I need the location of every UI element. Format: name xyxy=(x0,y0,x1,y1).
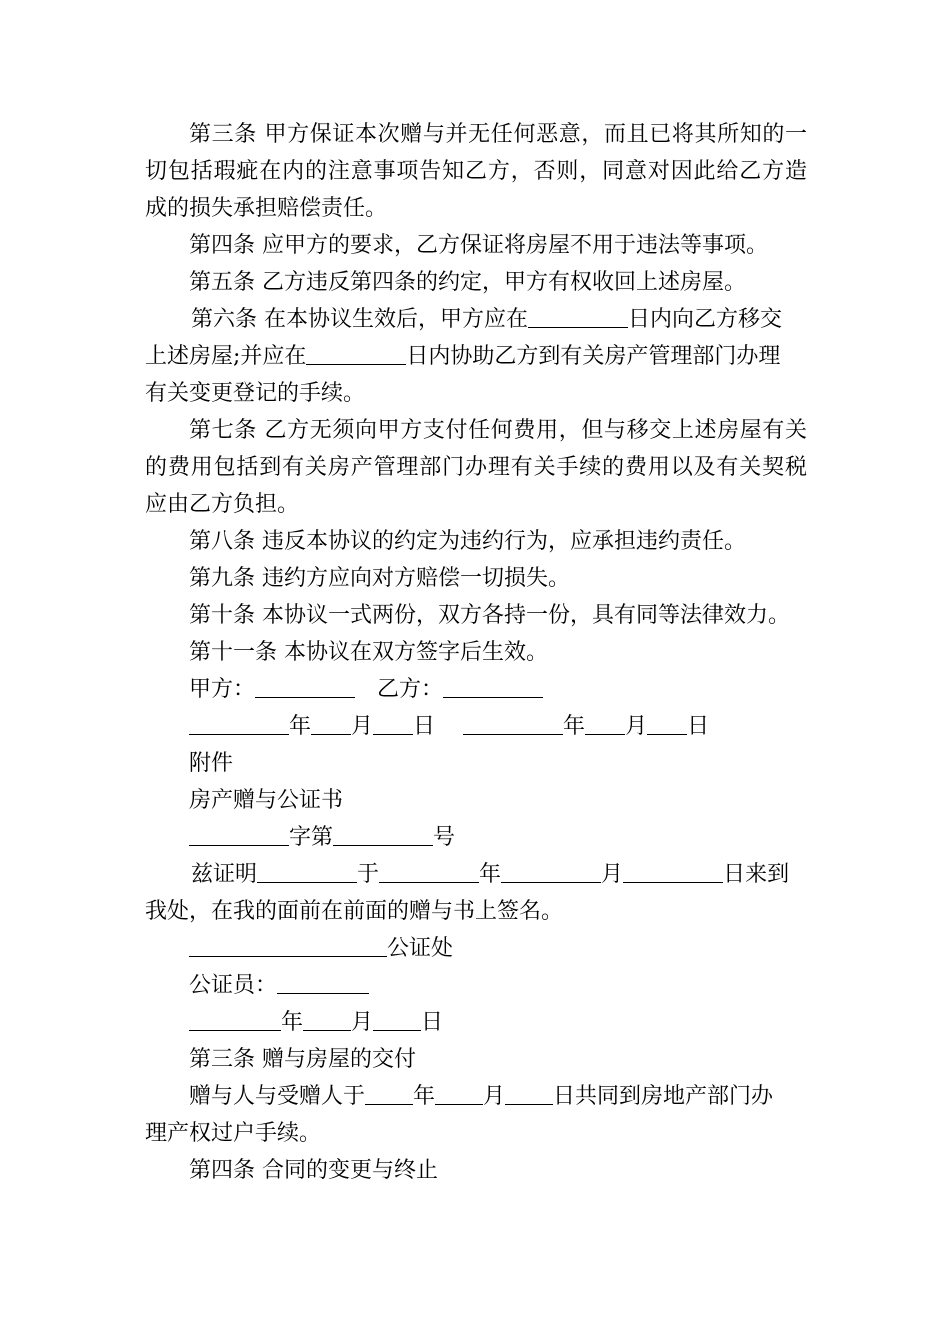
blank-field xyxy=(623,860,723,883)
blank-field xyxy=(306,342,406,365)
article-6-text-b: 日内向乙方移交 xyxy=(628,307,783,332)
article-7-line-3: 应由乙方负担。 xyxy=(145,492,300,517)
notary-label: 公证员： xyxy=(189,973,278,998)
year-label: 年 xyxy=(289,714,312,739)
article-7-line-1: 第七条 乙方无须向甲方支付任何费用，但与移交上述房屋有关 xyxy=(189,418,807,443)
notary-date-line xyxy=(145,1004,807,1041)
party-b-label: 乙方： xyxy=(377,677,444,702)
signature-date-line xyxy=(145,708,807,745)
certificate-number-line xyxy=(145,819,807,856)
cert-text-a: 字第 xyxy=(289,825,334,850)
article-6-text-a: 第六条 在本协议生效后，甲方应在 xyxy=(191,307,528,332)
article-6-text-d: 日内协助乙方到有关房产管理部门办理 xyxy=(406,344,781,369)
day-label: 日 xyxy=(687,714,710,739)
month-label: 月 xyxy=(601,862,624,887)
month-label: 月 xyxy=(351,1010,374,1035)
notary-line xyxy=(145,967,807,1004)
party-a-label: 甲方： xyxy=(189,677,256,702)
article-6-text-c: 上述房屋;并应在 xyxy=(145,344,307,369)
blank-field xyxy=(373,1008,421,1031)
article-3-line-1: 第三条 甲方保证本次赠与并无任何恶意，而且已将其所知的一 xyxy=(189,122,807,147)
blank-field xyxy=(277,971,369,994)
article-3-line-3: 成的损失承担赔偿责任。 xyxy=(145,196,388,221)
article-11: 第十一条 本协议在双方签字后生效。 xyxy=(189,640,548,665)
article-10: 第十条 本协议一式两份，双方各持一份，具有同等法律效力。 xyxy=(189,603,790,628)
article-6-line-2 xyxy=(145,338,807,375)
year-label: 年 xyxy=(281,1010,304,1035)
article-8: 第八条 违反本协议的约定为违约行为，应承担违约责任。 xyxy=(189,529,746,554)
article-5: 第五条 乙方违反第四条的约定，甲方有权收回上述房屋。 xyxy=(189,270,746,295)
article-6-line-1 xyxy=(145,301,807,338)
article-3-line-2: 切包括瑕疵在内的注意事项告知乙方，否则，同意对因此给乙方造 xyxy=(145,159,807,184)
blank-field xyxy=(189,823,289,846)
blank-field xyxy=(463,712,563,735)
blank-field xyxy=(585,712,625,735)
notary-office-label: 公证处 xyxy=(387,936,454,961)
certification-line-1 xyxy=(145,856,807,893)
blank-field xyxy=(373,712,413,735)
attachment-heading: 附件 xyxy=(189,751,234,776)
article-9: 第九条 违约方应向对方赔偿一切损失。 xyxy=(189,566,570,591)
blank-field xyxy=(189,934,387,957)
article-7-line-2: 的费用包括到有关房产管理部门办理有关手续的费用以及有关契税 xyxy=(145,455,807,480)
blank-field xyxy=(435,1082,483,1105)
blank-field xyxy=(333,823,433,846)
blank-field xyxy=(189,712,289,735)
section-article-4: 第四条 合同的变更与终止 xyxy=(189,1158,438,1183)
delivery-text-a: 赠与人与受赠人于 xyxy=(189,1084,366,1109)
year-label: 年 xyxy=(479,862,502,887)
article-6-line-3: 有关变更登记的手续。 xyxy=(145,381,366,406)
notary-office-line xyxy=(145,930,807,967)
signature-line xyxy=(145,671,807,708)
delivery-text-d: 日共同到房地产部门办 xyxy=(553,1084,774,1109)
blank-field xyxy=(303,1008,351,1031)
blank-field xyxy=(311,712,351,735)
year-label: 年 xyxy=(563,714,586,739)
cert-text-b: 号 xyxy=(433,825,456,850)
blank-field xyxy=(189,1008,281,1031)
blank-field xyxy=(379,860,479,883)
blank-field xyxy=(257,860,357,883)
blank-field xyxy=(528,305,628,328)
day-label: 日 xyxy=(413,714,436,739)
delivery-line-1 xyxy=(145,1078,807,1115)
cert-body-e: 日来到 xyxy=(723,862,790,887)
delivery-line-2: 理产权过户手续。 xyxy=(145,1121,322,1146)
blank-field xyxy=(647,712,687,735)
blank-field xyxy=(505,1082,553,1105)
party-a-blank xyxy=(255,675,355,698)
notary-certificate-title: 房产赠与公证书 xyxy=(189,788,344,813)
month-label: 月 xyxy=(483,1084,506,1109)
year-label: 年 xyxy=(413,1084,436,1109)
article-4: 第四条 应甲方的要求，乙方保证将房屋不用于违法等事项。 xyxy=(189,233,768,258)
day-label: 日 xyxy=(421,1010,444,1035)
cert-body-b: 于 xyxy=(357,862,380,887)
party-b-blank xyxy=(443,675,543,698)
blank-field xyxy=(365,1082,413,1105)
certification-line-2: 我处，在我的面前在前面的赠与书上签名。 xyxy=(145,899,564,924)
cert-body-a: 兹证明 xyxy=(191,862,258,887)
month-label: 月 xyxy=(351,714,374,739)
document-body xyxy=(145,116,807,1189)
section-article-3: 第三条 赠与房屋的交付 xyxy=(189,1047,416,1072)
blank-field xyxy=(501,860,601,883)
month-label: 月 xyxy=(625,714,648,739)
